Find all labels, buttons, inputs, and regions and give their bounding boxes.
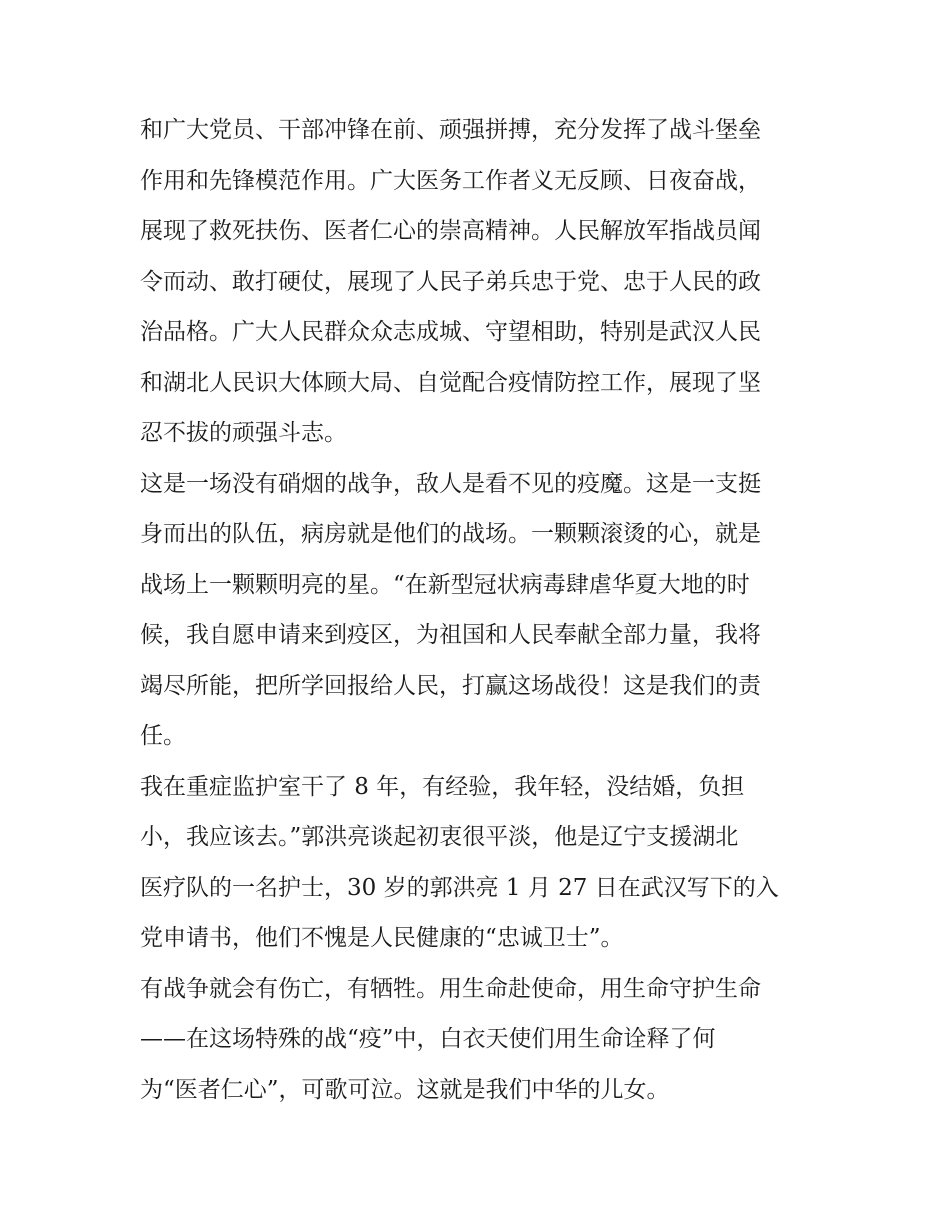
text-line: 小，我应该去。”郭洪亮谈起初衷很平淡，他是辽宁支援湖北 (140, 824, 739, 850)
text-line: 我在重症监护室干了 8 年，有经验，我年轻，没结婚，负担 (140, 774, 745, 800)
text-line: ——在这场特殊的战“疫”中，白衣天使们用生命诠释了何 (140, 1026, 716, 1052)
text-line: 身而出的队伍，病房就是他们的战场。一颗颗滚烫的心，就是 (140, 521, 761, 547)
text-line: 作用和先锋模范作用。广大医务工作者义无反顾、日夜奋战， (140, 168, 761, 194)
text-line: 忍不拔的顽强斗志。 (140, 420, 347, 446)
text-line: 展现了救死扶伤、医者仁心的崇高精神。人民解放军指战员闻 (140, 218, 761, 244)
text-line: 竭尽所能，把所学回报给人民，打赢这场战役！这是我们的责 (140, 673, 761, 699)
text-line: 党申请书，他们不愧是人民健康的“忠诚卫士”。 (140, 925, 624, 951)
text-line: 候，我自愿申请来到疫区，为祖国和人民奉献全部力量，我将 (140, 622, 761, 648)
text-line: 任。 (140, 723, 186, 749)
text-line: 令而动、敢打硬仗，展现了人民子弟兵忠于党、忠于人民的政 (140, 269, 761, 295)
text-line: 这是一场没有硝烟的战争，敌人是看不见的疫魔。这是一支挺 (140, 471, 761, 497)
text-line: 医疗队的一名护士，30 岁的郭洪亮 1 月 27 日在武汉写下的入 (140, 875, 779, 901)
text-line: 战场上一颗颗明亮的星。“在新型冠状病毒肆虐华夏大地的时 (140, 572, 750, 598)
text-line: 治品格。广大人民群众众志成城、守望相助，特别是武汉人民 (140, 319, 761, 345)
text-line: 和湖北人民识大体顾大局、自觉配合疫情防控工作，展现了坚 (140, 370, 761, 396)
text-line: 和广大党员、干部冲锋在前、顽强拼搏，充分发挥了战斗堡垒 (140, 117, 761, 143)
text-line: 有战争就会有伤亡，有牺牲。用生命赴使命，用生命守护生命 (140, 976, 761, 1002)
text-line: 为“医者仁心”，可歌可泣。这就是我们中华的儿女。 (140, 1077, 670, 1103)
